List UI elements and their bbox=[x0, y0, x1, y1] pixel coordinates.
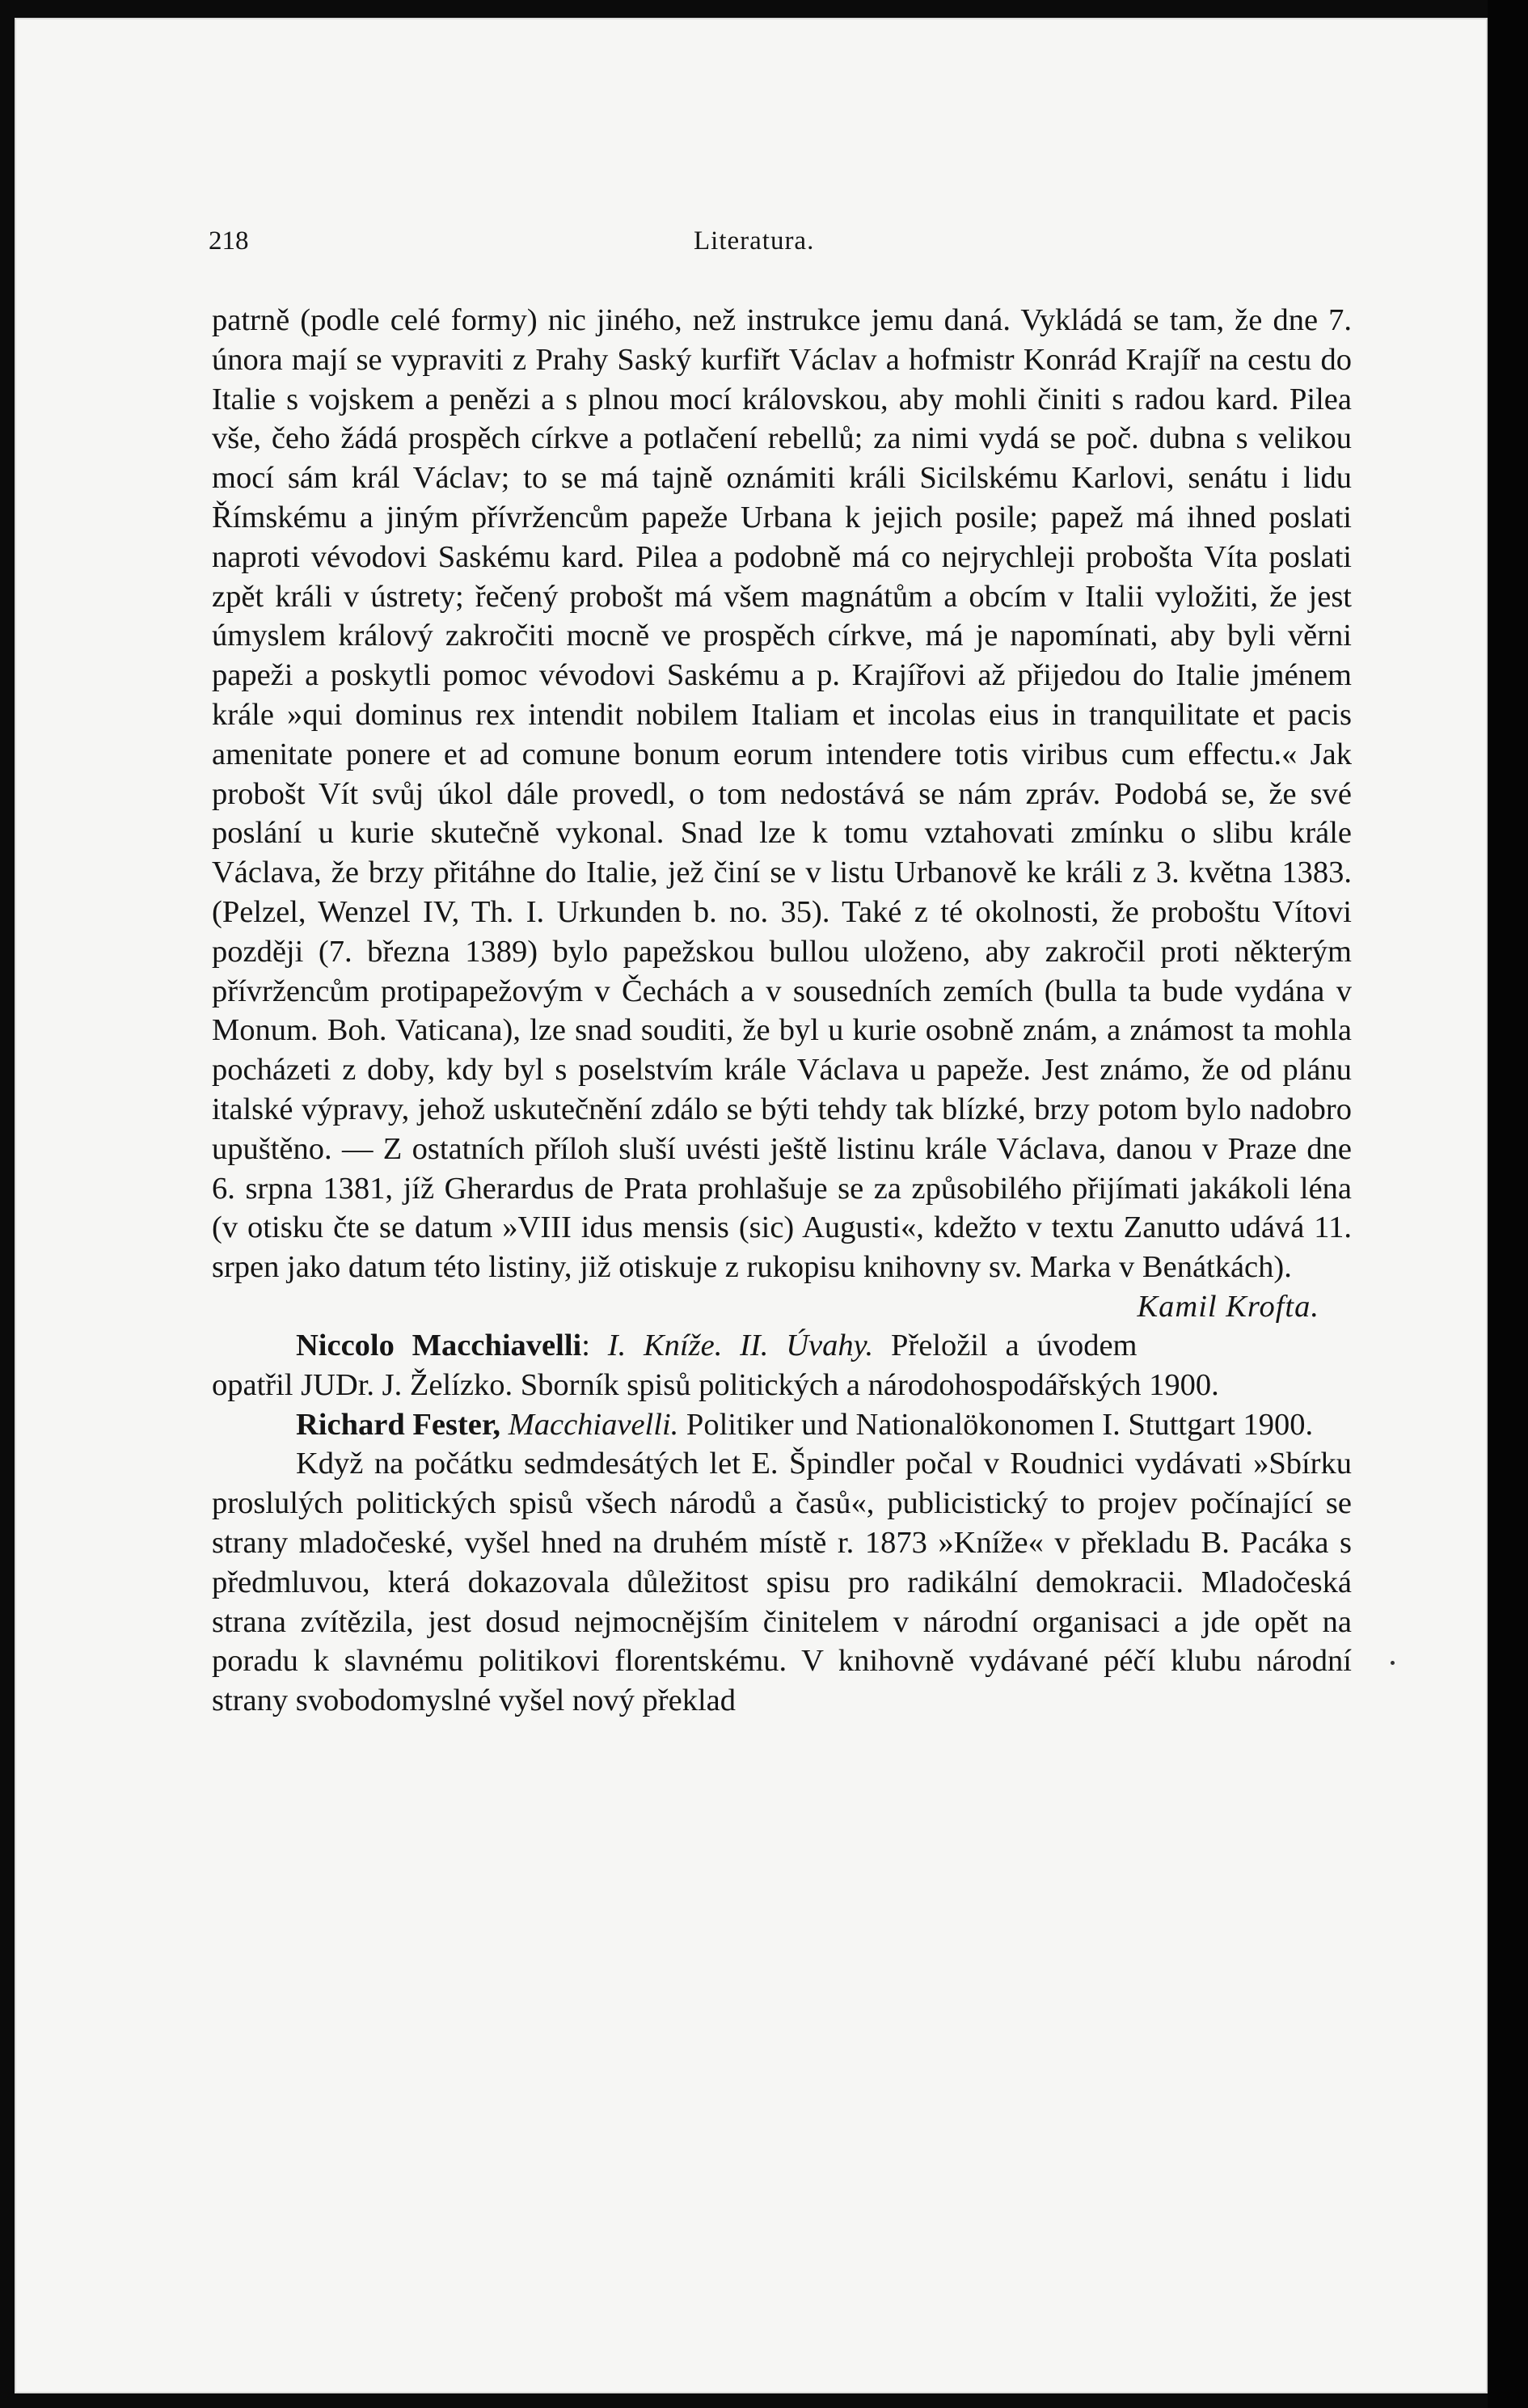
running-title: Literatura. bbox=[694, 226, 815, 256]
paragraph-main bbox=[212, 301, 1352, 1324]
scan-border bbox=[1488, 0, 1528, 2408]
page-text bbox=[212, 301, 1352, 1721]
signature: Kamil Krofta. bbox=[1137, 1289, 1319, 1324]
paragraph-review: Když na počátku sedmdesátých let E. Špindler počal v Roudnici vydávati »Sbírku proslulých politických spisů všech národů a časů«, publicistický to projev počínající se strany mladočeské, vyšel hned na druhém místě r. 1873 »Kníže« v překladu B. Pacáka s předmluvou, která dokazovala důležitost spisu pro radikální demokracii. Mladočeská strana zvítězila, jest dosud nejmocnějším činitelem v národní organisaci a jde opět na poradu k slavnému politikovi florentskému. V knihovně vydávané péčí klubu národní strany svobodomyslné vyšel nový překlad bbox=[212, 1447, 1352, 1718]
review-details-1: Přeložil a úvodem opatřil JUDr. J. Želízko. Sborník spisů politických a národohospodářských 1900. bbox=[212, 1328, 1219, 1402]
review-author-2: Richard Fester, bbox=[296, 1407, 501, 1442]
page-number: 218 bbox=[209, 226, 249, 256]
review-entry-1: Niccolo Macchiavelli: I. Kníže. II. Úvahy. Přeložil a úvodem opatřil JUDr. J. Želízko. Sborník spisů politických a národohospodářských 1900. bbox=[212, 1328, 1219, 1402]
review-title-1: I. Kníže. II. Úvahy. bbox=[607, 1328, 874, 1362]
review-details-2: Politiker und Nationalökonomen I. Stuttgart 1900. bbox=[678, 1407, 1314, 1442]
scan-speck bbox=[1391, 1661, 1395, 1665]
review-title-2: Macchiavelli. bbox=[508, 1407, 679, 1442]
review-author-1: Niccolo Macchiavelli bbox=[296, 1328, 582, 1362]
paragraph-main-text: patrně (podle celé formy) nic jiného, než instrukce jemu daná. Vykládá se tam, že dne 7. února mají se vypraviti z Prahy Saský kurfiřt Václav a hofmistr Konrád Krajíř na cestu do Italie s vojskem a penězi a s plnou mocí královskou, aby mohli činiti s radou kard. Pilea vše, čeho žádá prospěch církve a potlačení rebellů; za nimi vydá se poč. dubna s velikou mocí sám král Václav; to se má tajně oznámiti králi Sicilskému Karlovi, senátu i lidu Římskému a jiným přívržencům papeže Urbana k jejich posile; papež má ihned poslati naproti vévodovi Saskému kard. Pilea a podobně má co nejrychleji proboštа Víta poslati zpět králi v ústrety; řečený probošt má všem magnátům a obcím v Italii vyložiti, že jest úmyslem králový zakročiti mocně ve prospěch církve, má je napomínati, aby byli věrni papeži a poskytli pomoc vévodovi Saskému a p. Krajířovi až přijedou do Italie jménem krále »qui dominus rex intendit nobilem Italiam et incolas eius in tranquilitate et pacis amenitate ponere et ad comune bonum eorum intendere totis viribus cum effectu.« Jak probošt Vít svůj úkol dále provedl, o tom nedostává se nám zpráv. Podobá se, že své poslání u kurie skutečně vykonal. Snad lze k tomu vztahovati zmínku o slibu krále Václava, že brzy přitáhne do Italie, jež činí se v listu Urbanově ke králi z 3. května 1383. (Pelzel, Wenzel IV, Th. I. Urkunden b. no. 35). Také z té okolnosti, že proboštu Vítovi později (7. března 1389) bylo papežskou bullou uloženo, aby zakročil proti některým přívržencům protipapežovým v Čechách a v sousedních zemích (bulla ta bude vydána v Monum. Boh. Vaticana), lze snad souditi, že byl u kurie osobně znám, a známost ta mohla pocházeti z doby, kdy byl s poselstvím krále Václava u papeže. Jest známo, že od plánu italské výpravy, jehož uskutečnění zdálo se býti tehdy tak blízké, brzy potom bylo nadobro upuštěno. — Z ostatních příloh sluší uvésti ještě listinu krále Václava, danou v Praze dne 6. srpna 1381, jíž Gherardus de Prata prohlašuje se za způsobilého přijímati jakákoli léna (v otisku čte se datum »VIII idus mensis (sic) Augusti«, kdežto v textu Zanutto udává 11. srpen jako datum této listiny, již otiskuje z rukopisu knihovny sv. Marka v Benátkách). bbox=[212, 303, 1352, 1285]
review-entry-2 bbox=[212, 1405, 1352, 1445]
